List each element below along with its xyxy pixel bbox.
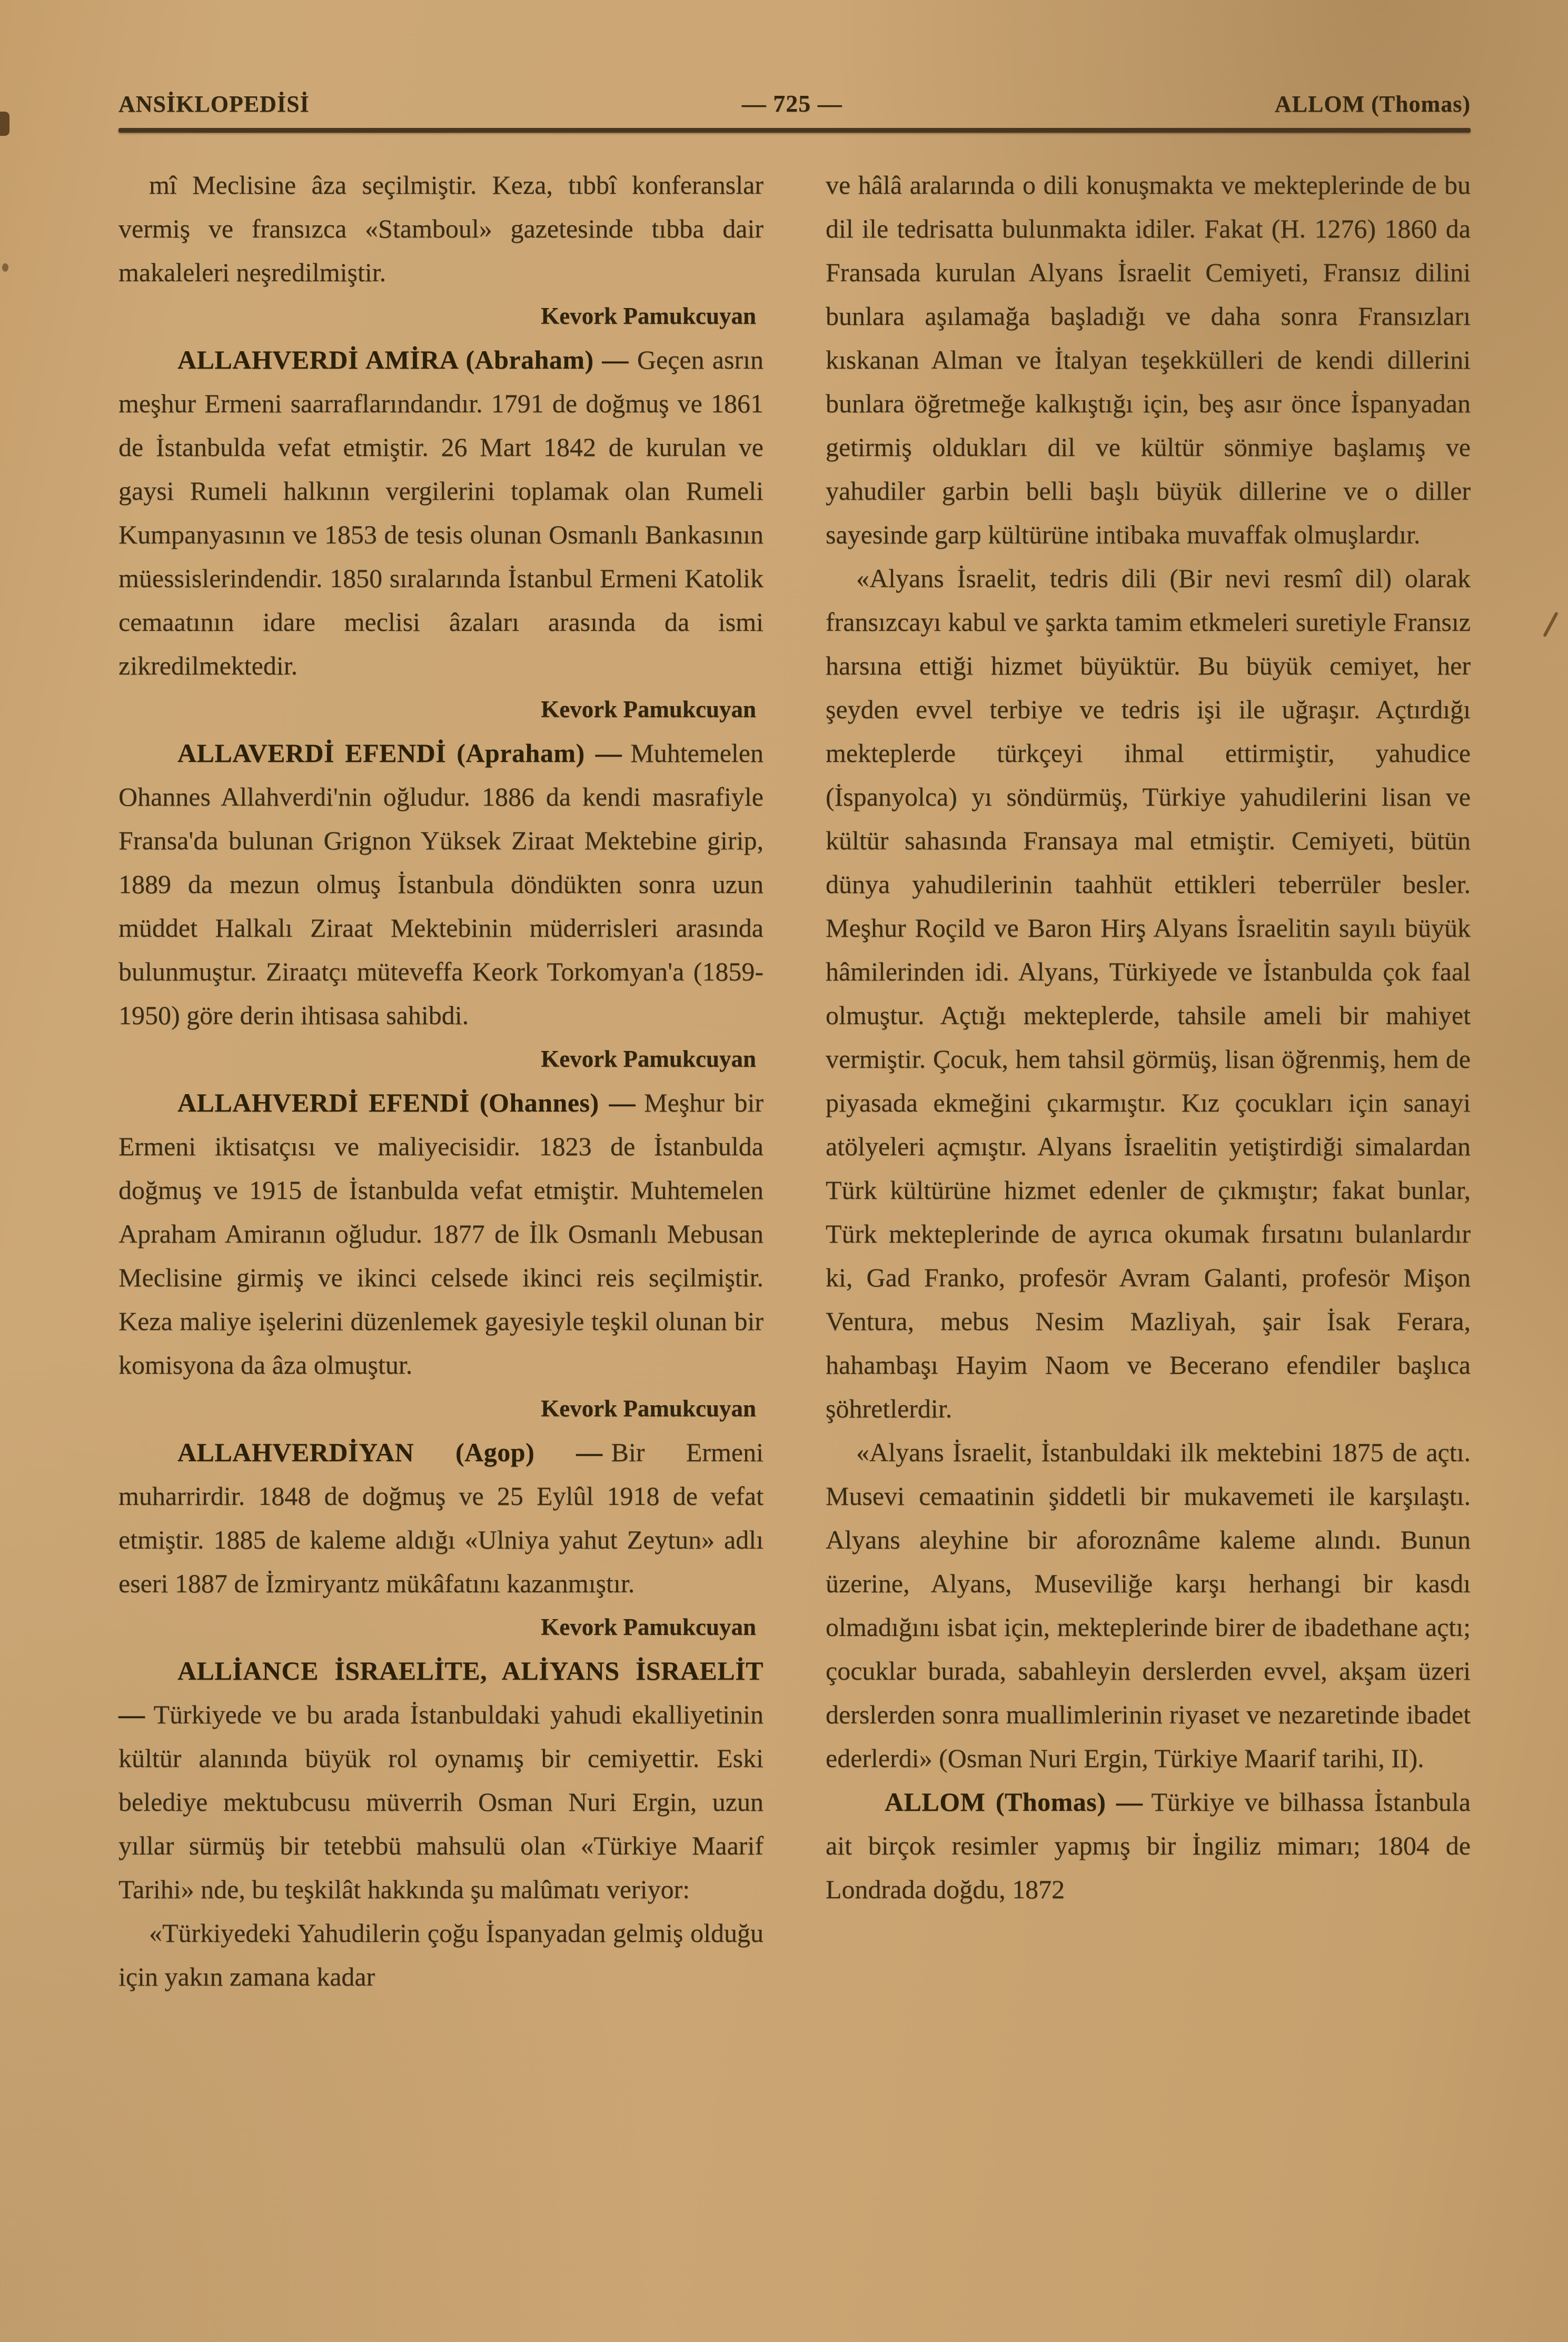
header-divider [118,128,1471,133]
entry-headword: ALLİANCE İSRAELİTE, ALİYANS İSRAELİT — [118,1656,763,1729]
page-content [118,90,1471,1999]
left-column [118,163,763,1999]
author-signature: Kevork Pamukcuyan [541,303,756,329]
author-signature: Kevork Pamukcuyan [541,1614,756,1640]
author-signature: Kevork Pamukcuyan [541,1395,756,1422]
quote-paragraph: «Alyans İsraelit, İstanbuldaki ilk mektebini 1875 de açtı. Musevi cemaatinin şiddetli bir mukavemeti ile karşılaştı. Alyans aleyhine bir aforoznâme kaleme alındı. Bunun üzerine, Alyans, Museviliğe karşı herhangi bir kasdı olmadığını isbat için, mekteplerinde birer de ibadethane açtı; çocuklar burada, sabahleyin derslerden evvel, akşam üzeri derslerden sonra muallimlerinin riyaset ve nezaretinde ibadet ederlerdi» (Osman Nuri Ergin, Türkiye Maarif tarihi, II). [826,1437,1471,1773]
entry-headword: ALLAHVERDİ EFENDİ (Ohannes) — [177,1088,636,1117]
continuation-paragraph: mî Meclisine âza seçilmiştir. Keza, tıbbî konferanslar vermiş ve fransızca «Stamboul» gazetesinde tıbba dair makaleleri neşredilmiştir. [118,170,763,287]
entry-text: Türkiye ve bilhassa İstanbula ait birçok resimler yapmış bir İngiliz mimarı; 1804 de Londrada doğdu, 1872 [826,1787,1471,1904]
running-head: ALLOM (Thomas) [1274,91,1471,117]
author-signature: Kevork Pamukcuyan [541,1046,756,1072]
quote-paragraph: «Türkiyedeki Yahudilerin çoğu İspanyadan gelmiş olduğu için yakın zamana kadar [118,1918,763,1991]
scan-artifact-dot [2,263,8,272]
right-column [826,163,1471,1999]
page-header [118,90,1471,117]
two-column-text [118,163,1471,1999]
entry-headword: ALLAHVERDİ AMİRA (Abraham) — [177,345,629,374]
entry-allom-thomas [826,1780,1471,1911]
encyclopedia-title: ANSİKLOPEDİSİ [118,91,310,117]
entry-text: Bir Ermeni muharrirdir. 1848 de doğmuş ve 25 Eylûl 1918 de vefat etmiştir. 1885 de kaleme aldığı «Ulniya yahut Zeytun» adlı eseri 1887 de İzmiryantz mükâfatını kazanmıştır. [118,1437,763,1598]
scan-artifact-slash [1543,612,1559,638]
entry-text: Meşhur bir Ermeni iktisatçısı ve maliyecisidir. 1823 de İstanbulda doğmuş ve 1915 de İstanbulda vefat etmiştir. Muhtemelen Apraham Amiranın oğludur. 1877 de İlk Osmanlı Mebusan Meclisine girmiş ve ikinci celsede ikinci reis seçilmiştir. Keza maliye işelerini düzenlemek gayesiyle teşkil olunan bir komisyona da âza olmuştur. [118,1088,763,1380]
entry-allahverdi-efendi-ohannes [118,1081,763,1387]
entry-allaverdi-efendi-apraham [118,731,763,1037]
entry-text: Türkiyede ve bu arada İstanbuldaki yahudi ekalliyetinin kültür alanında büyük rol oynamış bir cemiyettir. Eski belediye mektubcusu müverrih Osman Nuri Ergin, uzun yıllar sürmüş bir tetebbü mahsulü olan «Türkiye Maarif Tarihi» nde, bu teşkilât hakkında şu malûmatı veriyor: [118,1700,763,1904]
entry-headword: ALLAHVERDİYAN (Agop) — [177,1437,603,1467]
entry-text: Geçen asrın meşhur Ermeni saarraflarındandır. 1791 de doğmuş ve 1861 de İstanbulda vefat etmiştir. 26 Mart 1842 de kurulan ve gaysi Rumeli halkının vergilerini toplamak olan Rumeli Kumpanyasının ve 1853 de tesis olunan Osmanlı Bankasının müessislerindendir. 1850 sıralarında İstanbul Ermeni Katolik cemaatının idare meclisi âzaları arasında da ismi zikredilmektedir. [118,345,763,680]
entry-headword: ALLAVERDİ EFENDİ (Apraham) — [177,738,622,768]
page-number: — 725 — [741,90,842,117]
entry-allahverdi-amira [118,338,763,688]
entry-alliance-israelite [118,1649,763,1911]
entry-headword: ALLOM (Thomas) — [885,1787,1143,1817]
scan-artifact-notch [0,112,9,136]
entry-text: Muhtemelen Ohannes Allahverdi'nin oğludur. 1886 da kendi masrafiyle Fransa'da bulunan Grignon Yüksek Ziraat Mektebine girip, 1889 da mezun olmuş İstanbula döndükten sonra uzun müddet Halkalı Ziraat Mektebinin müderrisleri arasında bulunmuştur. Ziraatçı müteveffa Keork Torkomyan'a (1859-1950) göre derin ihtisasa sahibdi. [118,738,763,1030]
entry-allahverdiyan-agop [118,1431,763,1605]
continuation-paragraph: ve hâlâ aralarında o dili konuşmakta ve mekteplerinde de bu dil ile tedrisatta bulunmakta idiler. Fakat (H. 1276) 1860 da Fransada kurulan Alyans İsraelit Cemiyeti, Fransız dilini bunlara aşılamağa başladığı ve daha sonra Fransızları kıskanan Alman ve İtalyan teşekkülleri de kendi dillerini bunlara öğretmeğe kalkıştığı için, beş asır önce İspanyadan getirmiş oldukları dil ve kültür sönmiye başlamış ve yahudiler garbin belli başlı büyük dillerine ve o diller sayesinde garp kültürüne intibaka muvaffak olmuşlardır. [826,170,1471,549]
quote-paragraph: «Alyans İsraelit, tedris dili (Bir nevi resmî dil) olarak fransızcayı kabul ve şarkta tamim etkmeleri suretiyle Fransız harsına ettiği hizmet büyüktür. Bu büyük cemiyet, her şeyden evvel terbiye ve tedris işi ile uğraşır. Açtırdığı mekteplerde türkçeyi ihmal ettirmiştir, yahudice (İspanyolca) yı söndürmüş, Türkiye yahudilerini lisan ve kültür sahasında Fransaya mal etmiştir. Cemiyeti, bütün dünya yahudilerinin taahhüt ettikleri teberrüler besler. Meşhur Roçild ve Baron Hirş Alyans İsraelitin sayılı büyük hâmilerinden idi. Alyans, Türkiyede ve İstanbulda çok faal olmuştur. Açtığı mekteplerde, tahsile ameli bir mahiyet vermiştir. Çocuk, hem tahsil görmüş, lisan öğrenmiş, hem de piyasada ekmeğini çıkarmıştır. Kız çocukları için sanayi atölyeleri açmıştır. Alyans İsraelitin yetiştirdiği simalardan Türk kültürüne hizmet edenler de çıkmıştır; fakat bunlar, Türk mekteplerinde de ayrıca okumak fırsatını bulanlardır ki, Gad Franko, profesör Avram Galanti, profesör Mişon Ventura, mebus Nesim Mazliyah, şair İsak Ferara, hahambaşı Hayim Naom ve Becerano efendiler başlıca şöhretlerdir. [826,563,1471,1423]
author-signature: Kevork Pamukcuyan [541,696,756,722]
